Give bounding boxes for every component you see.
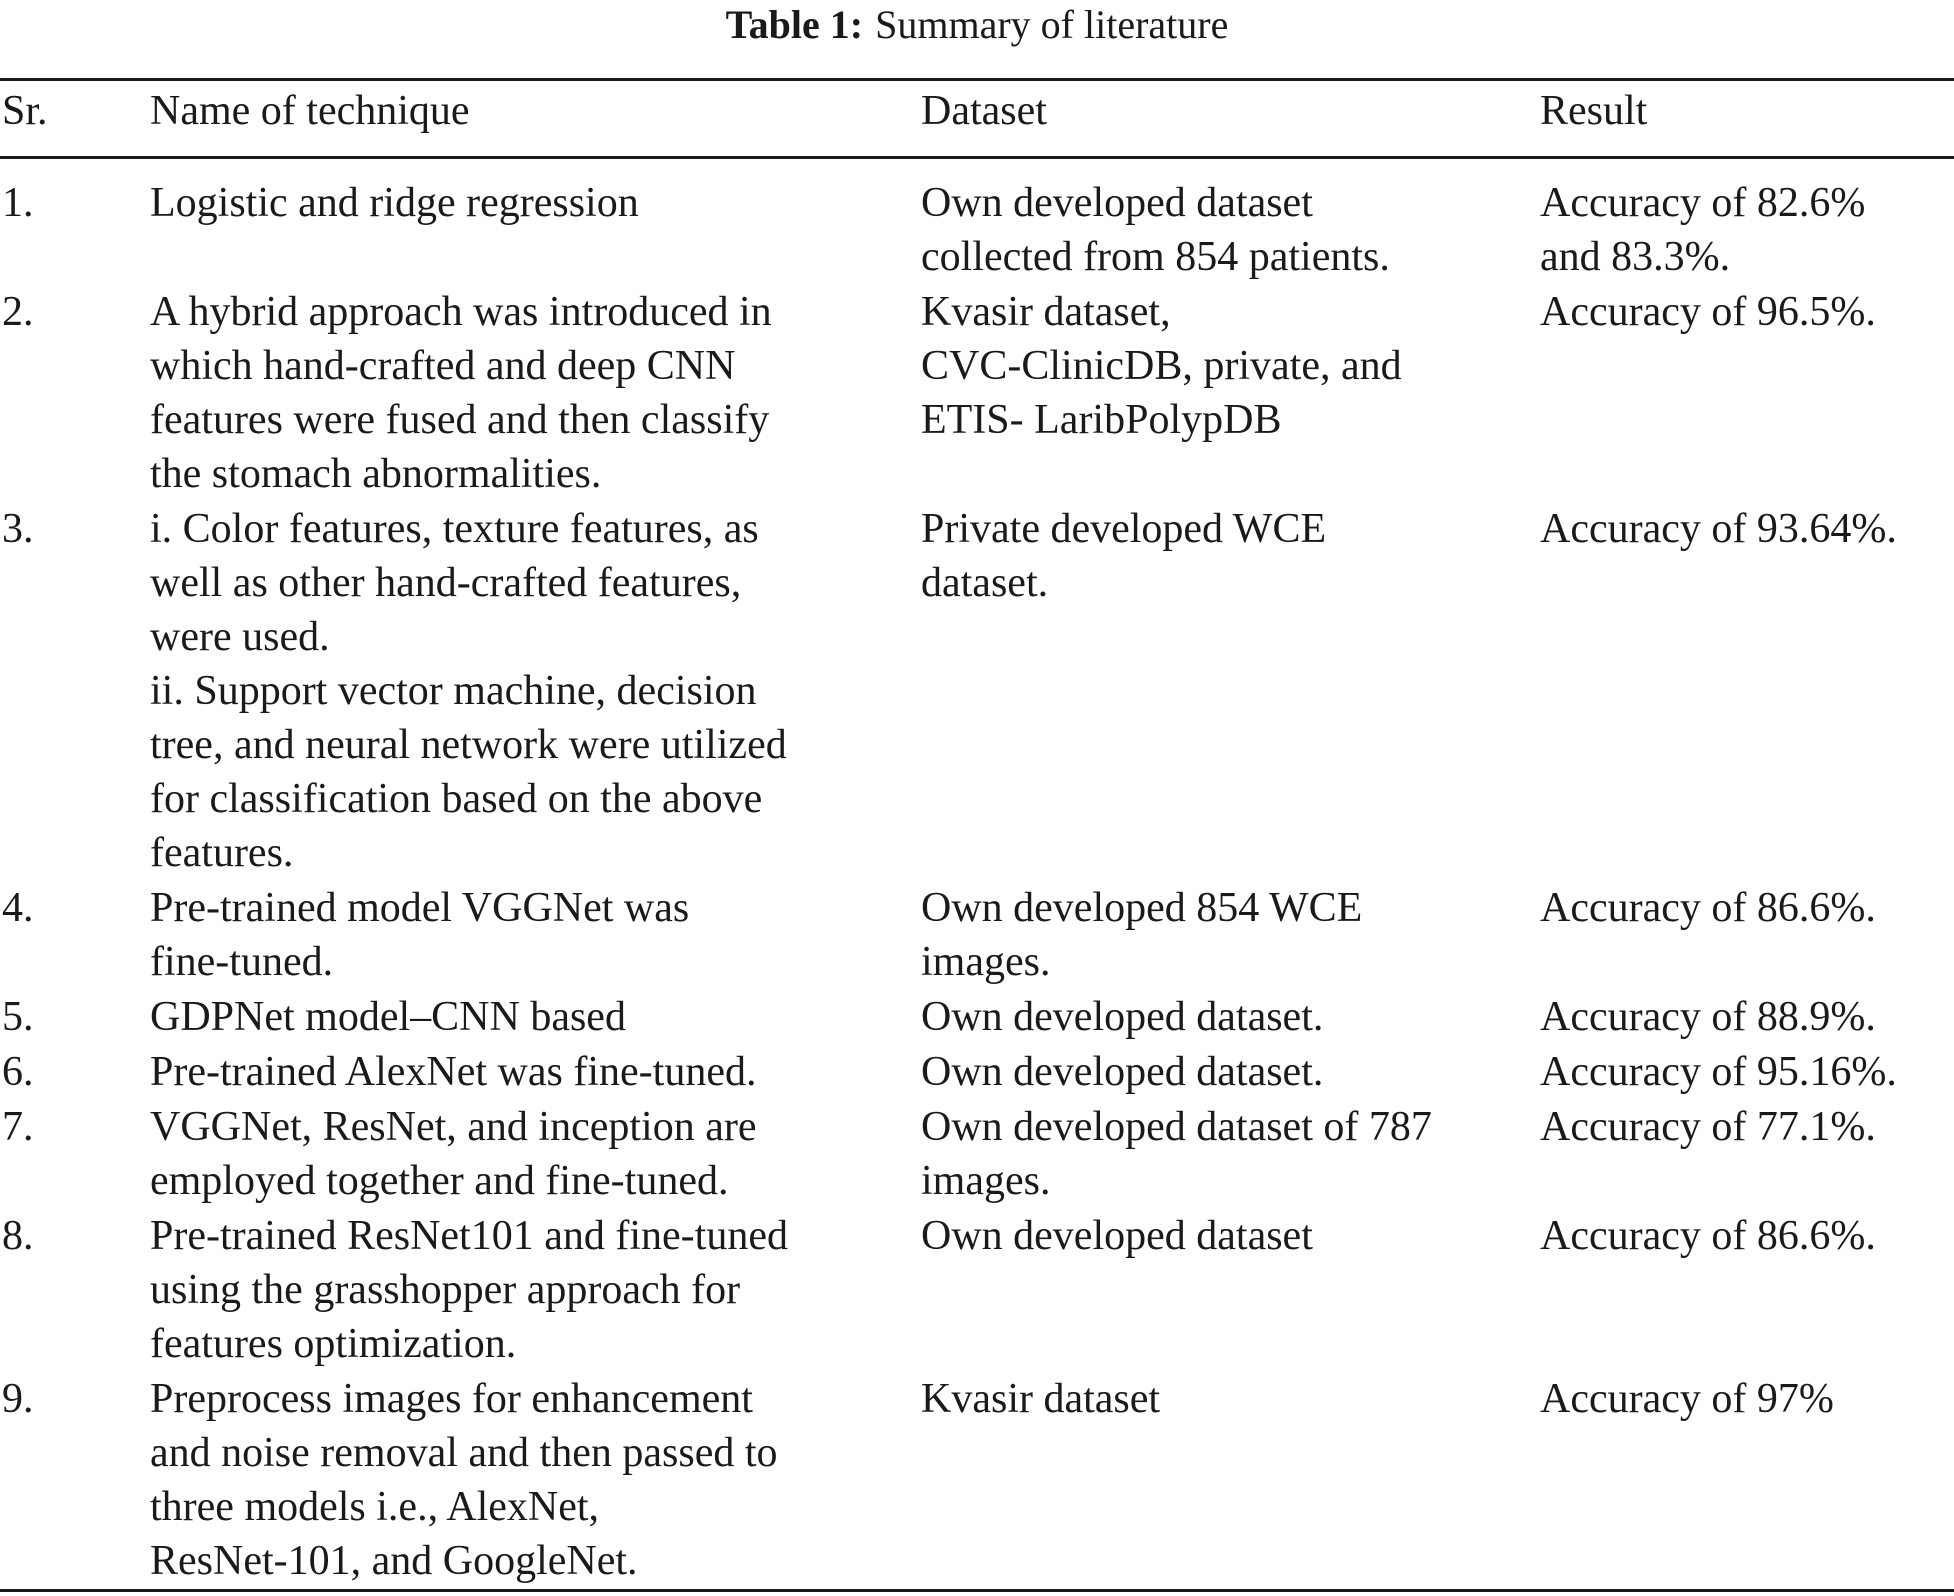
result-line: Accuracy of 77.1%. (1540, 1104, 1876, 1150)
sr-cell: 9. (2, 1376, 34, 1422)
technique-line: which hand-crafted and deep CNN (150, 343, 736, 389)
caption-label: Table 1: (725, 2, 864, 47)
dataset-cell (921, 1100, 1531, 1208)
technique-line: three models i.e., AlexNet, (150, 1484, 600, 1530)
technique-cell (150, 1045, 900, 1099)
result-cell (1540, 1372, 1954, 1426)
dataset-line: images. (921, 1158, 1051, 1204)
table-row (0, 1045, 1954, 1100)
dataset-line: Own developed dataset. (921, 994, 1324, 1040)
dataset-line: Own developed dataset (921, 180, 1313, 226)
technique-line: Logistic and ridge regression (150, 180, 639, 226)
technique-cell (150, 502, 900, 880)
technique-line: Pre-trained ResNet101 and fine-tuned (150, 1213, 788, 1259)
table-caption (0, 0, 1954, 50)
sr-cell: 3. (2, 506, 34, 552)
dataset-line: Own developed dataset (921, 1213, 1313, 1259)
technique-cell (150, 1209, 900, 1371)
column-header-sr: Sr. (2, 88, 48, 134)
dataset-cell (921, 1209, 1531, 1263)
dataset-cell (921, 881, 1531, 989)
dataset-line: Kvasir dataset, (921, 289, 1171, 335)
result-cell (1540, 1045, 1954, 1099)
technique-line: employed together and fine-tuned. (150, 1158, 729, 1204)
caption-title: Summary of literature (875, 2, 1229, 47)
table-row (0, 1372, 1954, 1589)
technique-line: Pre-trained model VGGNet was (150, 885, 690, 931)
dataset-line: Private developed WCE (921, 506, 1327, 552)
technique-line: fine-tuned. (150, 939, 334, 985)
technique-line: features were fused and then classify (150, 397, 770, 443)
column-header-technique: Name of technique (150, 88, 470, 134)
result-cell (1540, 1209, 1954, 1263)
table-row (0, 176, 1954, 285)
technique-cell (150, 176, 900, 230)
table-body (0, 176, 1954, 1589)
dataset-line: images. (921, 939, 1051, 985)
technique-line: features optimization. (150, 1321, 517, 1367)
table-row (0, 285, 1954, 502)
technique-line: Preprocess images for enhancement (150, 1376, 753, 1422)
dataset-line: Kvasir dataset (921, 1376, 1161, 1422)
sr-cell: 5. (2, 994, 34, 1040)
dataset-line: Own developed dataset. (921, 1049, 1324, 1095)
bottom-rule (0, 1589, 1954, 1592)
technique-line: GDPNet model–CNN based (150, 994, 626, 1040)
dataset-line: CVC-ClinicDB, private, and (921, 343, 1402, 389)
sr-cell: 2. (2, 289, 34, 335)
column-header-result: Result (1540, 88, 1648, 134)
sr-cell: 4. (2, 885, 34, 931)
header-rule (0, 156, 1954, 159)
technique-cell (150, 1372, 900, 1588)
result-cell (1540, 1100, 1954, 1154)
technique-line: well as other hand-crafted features, (150, 560, 742, 606)
table-row (0, 502, 1954, 881)
technique-line: A hybrid approach was introduced in (150, 289, 772, 335)
table-row (0, 1100, 1954, 1209)
dataset-cell (921, 1372, 1531, 1426)
technique-cell (150, 285, 900, 501)
result-cell (1540, 502, 1954, 556)
result-cell (1540, 990, 1954, 1044)
technique-line: using the grasshopper approach for (150, 1267, 741, 1313)
table-row (0, 881, 1954, 990)
dataset-cell (921, 285, 1531, 447)
technique-cell (150, 1100, 900, 1208)
technique-line: were used. (150, 614, 330, 660)
table-header-row (0, 84, 1954, 150)
dataset-cell (921, 502, 1531, 610)
dataset-cell (921, 990, 1531, 1044)
result-line: Accuracy of 95.16%. (1540, 1049, 1897, 1095)
dataset-line: Own developed dataset of 787 (921, 1104, 1432, 1150)
technique-line: ii. Support vector machine, decision (150, 668, 757, 714)
technique-line: tree, and neural network were utilized (150, 722, 787, 768)
result-line: Accuracy of 93.64%. (1540, 506, 1897, 552)
technique-line: and noise removal and then passed to (150, 1430, 778, 1476)
result-cell (1540, 176, 1954, 284)
column-header-dataset: Dataset (921, 88, 1047, 134)
technique-line: ResNet-101, and GoogleNet. (150, 1538, 638, 1584)
technique-line: VGGNet, ResNet, and inception are (150, 1104, 757, 1150)
dataset-line: dataset. (921, 560, 1049, 606)
top-rule (0, 78, 1954, 81)
technique-line: Pre-trained AlexNet was fine-tuned. (150, 1049, 757, 1095)
table-row (0, 990, 1954, 1045)
result-line: and 83.3%. (1540, 234, 1731, 280)
technique-cell (150, 990, 900, 1044)
technique-line: the stomach abnormalities. (150, 451, 602, 497)
sr-cell: 1. (2, 180, 34, 226)
dataset-cell (921, 1045, 1531, 1099)
result-line: Accuracy of 88.9%. (1540, 994, 1876, 1040)
result-line: Accuracy of 97% (1540, 1376, 1834, 1422)
sr-cell: 6. (2, 1049, 34, 1095)
technique-line: i. Color features, texture features, as (150, 506, 759, 552)
result-line: Accuracy of 82.6% (1540, 180, 1866, 226)
dataset-line: collected from 854 patients. (921, 234, 1390, 280)
result-cell (1540, 285, 1954, 339)
technique-line: features. (150, 830, 294, 876)
technique-line: for classification based on the above (150, 776, 763, 822)
result-line: Accuracy of 86.6%. (1540, 1213, 1876, 1259)
dataset-line: ETIS- LaribPolypDB (921, 397, 1282, 443)
result-cell (1540, 881, 1954, 935)
dataset-cell (921, 176, 1531, 284)
table-row (0, 1209, 1954, 1372)
result-line: Accuracy of 86.6%. (1540, 885, 1876, 931)
technique-cell (150, 881, 900, 989)
sr-cell: 7. (2, 1104, 34, 1150)
dataset-line: Own developed 854 WCE (921, 885, 1363, 931)
sr-cell: 8. (2, 1213, 34, 1259)
result-line: Accuracy of 96.5%. (1540, 289, 1876, 335)
